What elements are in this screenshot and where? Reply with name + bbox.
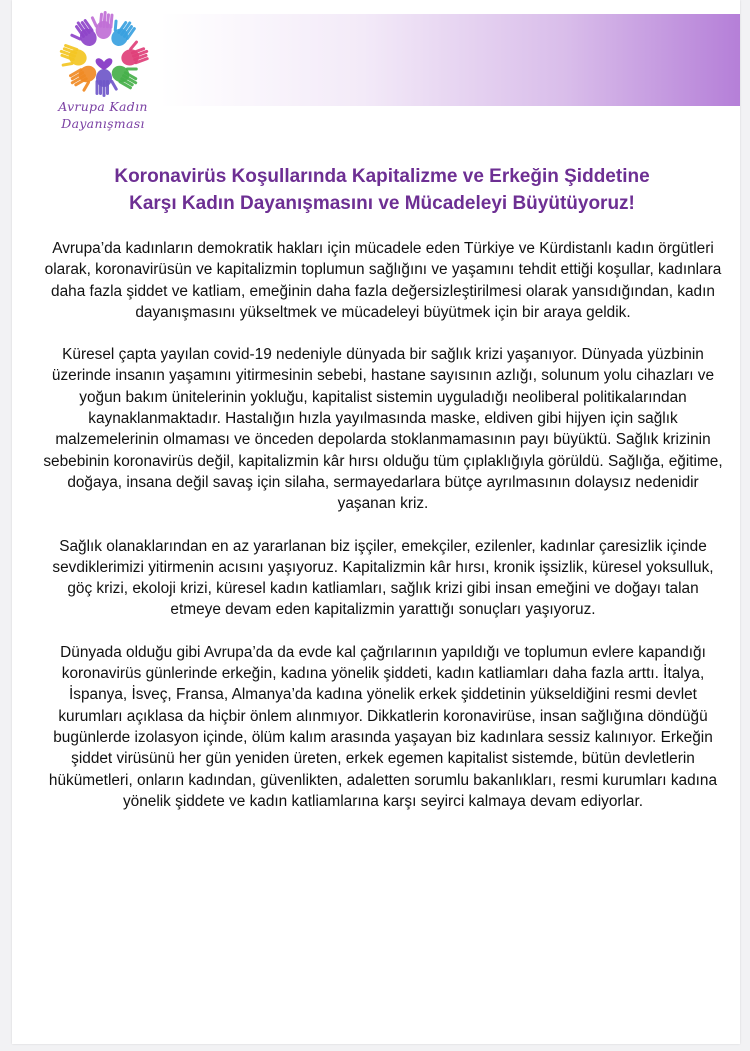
paragraph-1: Avrupa’da kadınların demokratik hakları için mücadele eden Türkiye ve Kürdistanlı kadın örgütleri olarak, koronavirüsün ve kapitalizmin toplumun sağlığını ve yaşamını tehdit ettiği koşullar, kadınlara daha fazla şiddet ve katliam, emeğinin daha fazla değersizleştirilmesi olarak yansıdığından, kadın dayanışmasını yükseltmek ve mücadeleyi büyütmek için bir araya geldik.	[44, 240, 722, 321]
paragraph-3: Sağlık olanaklarından en az yararlanan biz işçiler, emekçiler, ezilenler, kadınlar çaresizlik içinde sevdiklerimizi yitirmenin acısını yaşıyoruz. Kapitalizmin kâr hırsı, kronik işsizlik, küresel yoksulluk, göç krizi, ekoloji krizi, küresel kadın katliamları, sağlık krizi gibi insan emeğini ve doğayı talan etmeye devam eden kapitalizmin yarattığı sonuçları yaşıyoruz.	[52, 537, 714, 619]
body-text	[40, 238, 726, 833]
page-title	[52, 163, 712, 217]
organization-logo	[44, 4, 162, 140]
heart-icon	[96, 58, 113, 70]
hands-logo-icon	[44, 4, 162, 100]
paragraph-2: Küresel çapta yayılan covid-19 nedeniyle dünyada bir sağlık krizi yaşanıyor. Dünyada yüzbinin üzerinde insanın yaşamını yitirmesinin sebebi, hastane sayısının azlığı, solunum yolu cihazları ve yoğun bakım ünitelerinin yokluğu, kapitalist sistemin uyguladığı neoliberal politikalarından kaynaklanmaktadır. Hastalığın hızla yayılmasında maske, eldiven gibi hijyen için sağlık malzemelerinin olmaması ve önceden depolarda stoklanmamasının payı büyüktü. Sağlık krizinin sebebinin koronavirüs değil, kapitalizmin kâr hırsı olduğu tüm çıplaklığıyla görüldü. Sağlığa, eğitime, doğaya, insana değil savaş için silaha, sermayedarlara bütçe ayrılmasının dolaysız nedenidir yaşanan kriz.	[43, 346, 723, 513]
title-line-1: Koronavirüs Koşullarında Kapitalizme ve Erkeğin Şiddetine	[114, 165, 650, 187]
title-line-2: Karşı Kadın Dayanışmasını ve Mücadeleyi Büyütüyoruz!	[129, 192, 635, 214]
paragraph-4: Dünyada olduğu gibi Avrupa’da da evde kal çağrılarının yapıldığı ve toplumun evlere kapandığı koronavirüs günlerinde erkeğin, kadına yönelik şiddeti, kadın katliamları daha fazla arttı. İtalya, İspanya, İsveç, Fransa, Almanya’da kadına yönelik erkek şiddetinin yükseldiğini resmi devlet kurumları açıklasa da hiçbir önlem alınmıyor. Dikkatlerin koronavirüse, insan sağlığına döndüğü bugünlerde izolasyon içinde, ölüm kalım arasında yaşayan biz kadınlara sessiz kalınıyor. Erkeğin şiddet virüsünü her gün yeniden üreten, erkek egemen kapitalist sistemde, bütün devletlerin hükümetleri, onların kadından, güvenlikten, adaletten sorumlu bakanlıkları, resmi kurumları kadına yönelik şiddete ve kadın katliamlarına karşı seyirci kalmaya devam ediyorlar.	[48, 643, 718, 810]
logo-line-1: Avrupa Kadın	[58, 99, 148, 114]
header-gradient-band	[160, 14, 740, 106]
logo-wordmark	[44, 98, 162, 132]
logo-line-2: Dayanışması	[61, 116, 145, 131]
document-page	[12, 0, 740, 1044]
